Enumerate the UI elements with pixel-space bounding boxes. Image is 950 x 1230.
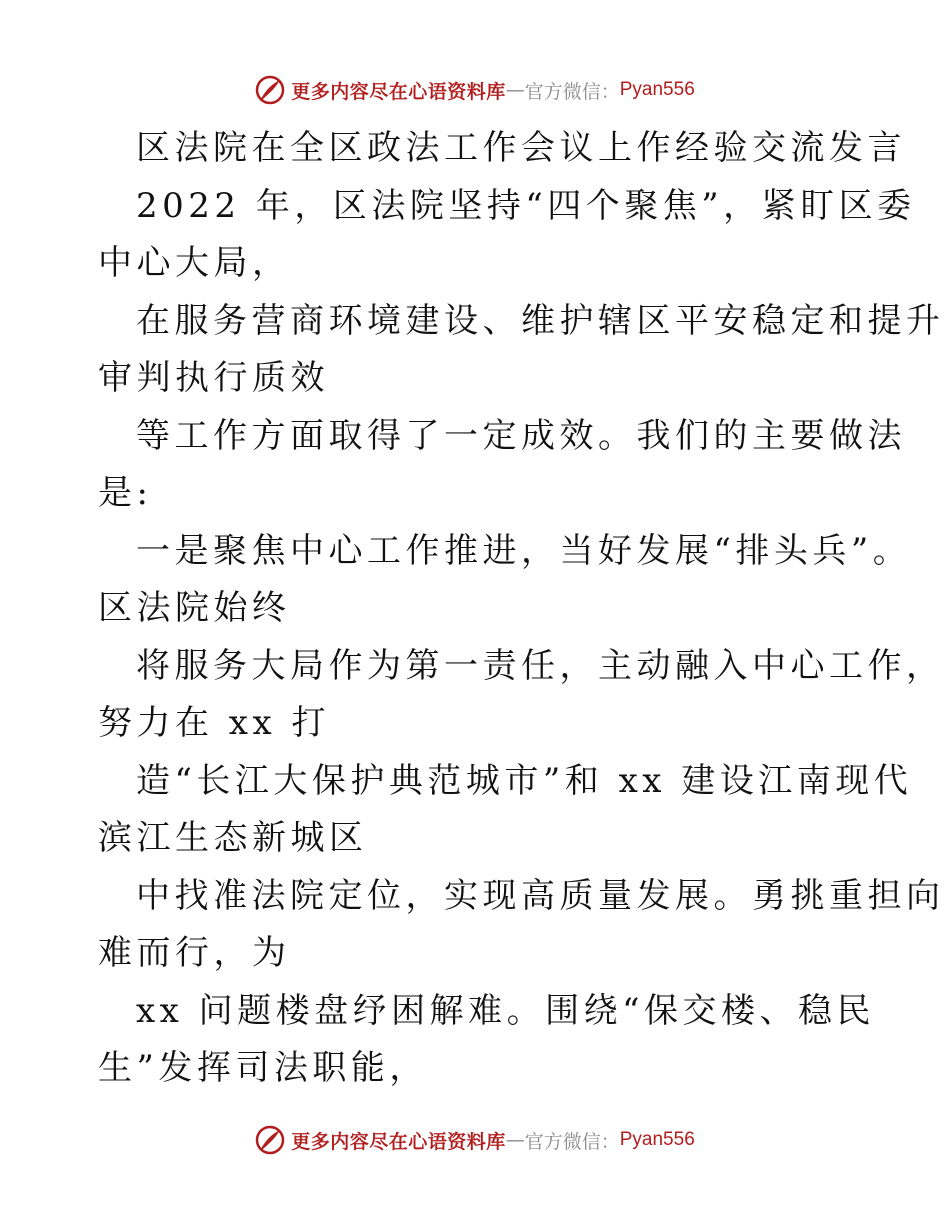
quill-logo-icon xyxy=(255,75,285,105)
watermark-separator: — xyxy=(505,79,525,101)
paragraph-line: 生”发挥司法职能， xyxy=(98,1048,428,1088)
paragraph-line: 造“长江大保护典范城市”和 xx 建设江南现代 xyxy=(136,760,913,801)
paragraph-line: 滨江生态新城区 xyxy=(98,818,368,858)
header-watermark xyxy=(0,70,950,110)
watermark-separator: — xyxy=(505,1129,525,1151)
document-title: 区法院在全区政法工作会议上作经验交流发言 xyxy=(136,128,906,168)
document-body xyxy=(98,120,945,1098)
paragraph-line: 区法院始终 xyxy=(98,588,291,628)
paragraph-line: 中心大局， xyxy=(98,243,291,283)
quill-logo-icon xyxy=(255,1125,285,1155)
paragraph-line: 中找准法院定位，实现高质量发展。勇挑重担向 xyxy=(136,875,945,916)
footer-watermark xyxy=(0,1120,950,1160)
paragraph-line: 等工作方面取得了一定成效。我们的主要做法 xyxy=(136,415,906,456)
paragraph-line: 一是聚焦中心工作推进，当好发展“排头兵”。 xyxy=(136,530,912,571)
watermark-contact-id: Pyan556 xyxy=(619,1129,695,1150)
watermark-contact-id: Pyan556 xyxy=(619,79,695,100)
watermark-brand-text: 更多内容尽在心语资料库 xyxy=(291,80,506,103)
paragraph-line: 是: xyxy=(98,473,153,513)
paragraph-line: 将服务大局作为第一责任，主动融入中心工作， xyxy=(136,645,945,686)
watermark-contact-label: 官方微信： xyxy=(524,1130,620,1153)
watermark-brand-text: 更多内容尽在心语资料库 xyxy=(291,1130,506,1153)
paragraph-line: 2022 年，区法院坚持“四个聚焦”，紧盯区委 xyxy=(136,185,916,226)
paragraph-line: 审判执行质效 xyxy=(98,358,329,398)
paragraph-line: 努力在 xx 打 xyxy=(98,703,330,743)
paragraph-line: xx 问题楼盘纾困解难。围绕“保交楼、稳民 xyxy=(136,990,876,1031)
watermark-contact-label: 官方微信： xyxy=(524,80,620,103)
paragraph-line: 在服务营商环境建设、维护辖区平安稳定和提升 xyxy=(136,300,945,341)
paragraph-line: 难而行，为 xyxy=(98,933,291,973)
